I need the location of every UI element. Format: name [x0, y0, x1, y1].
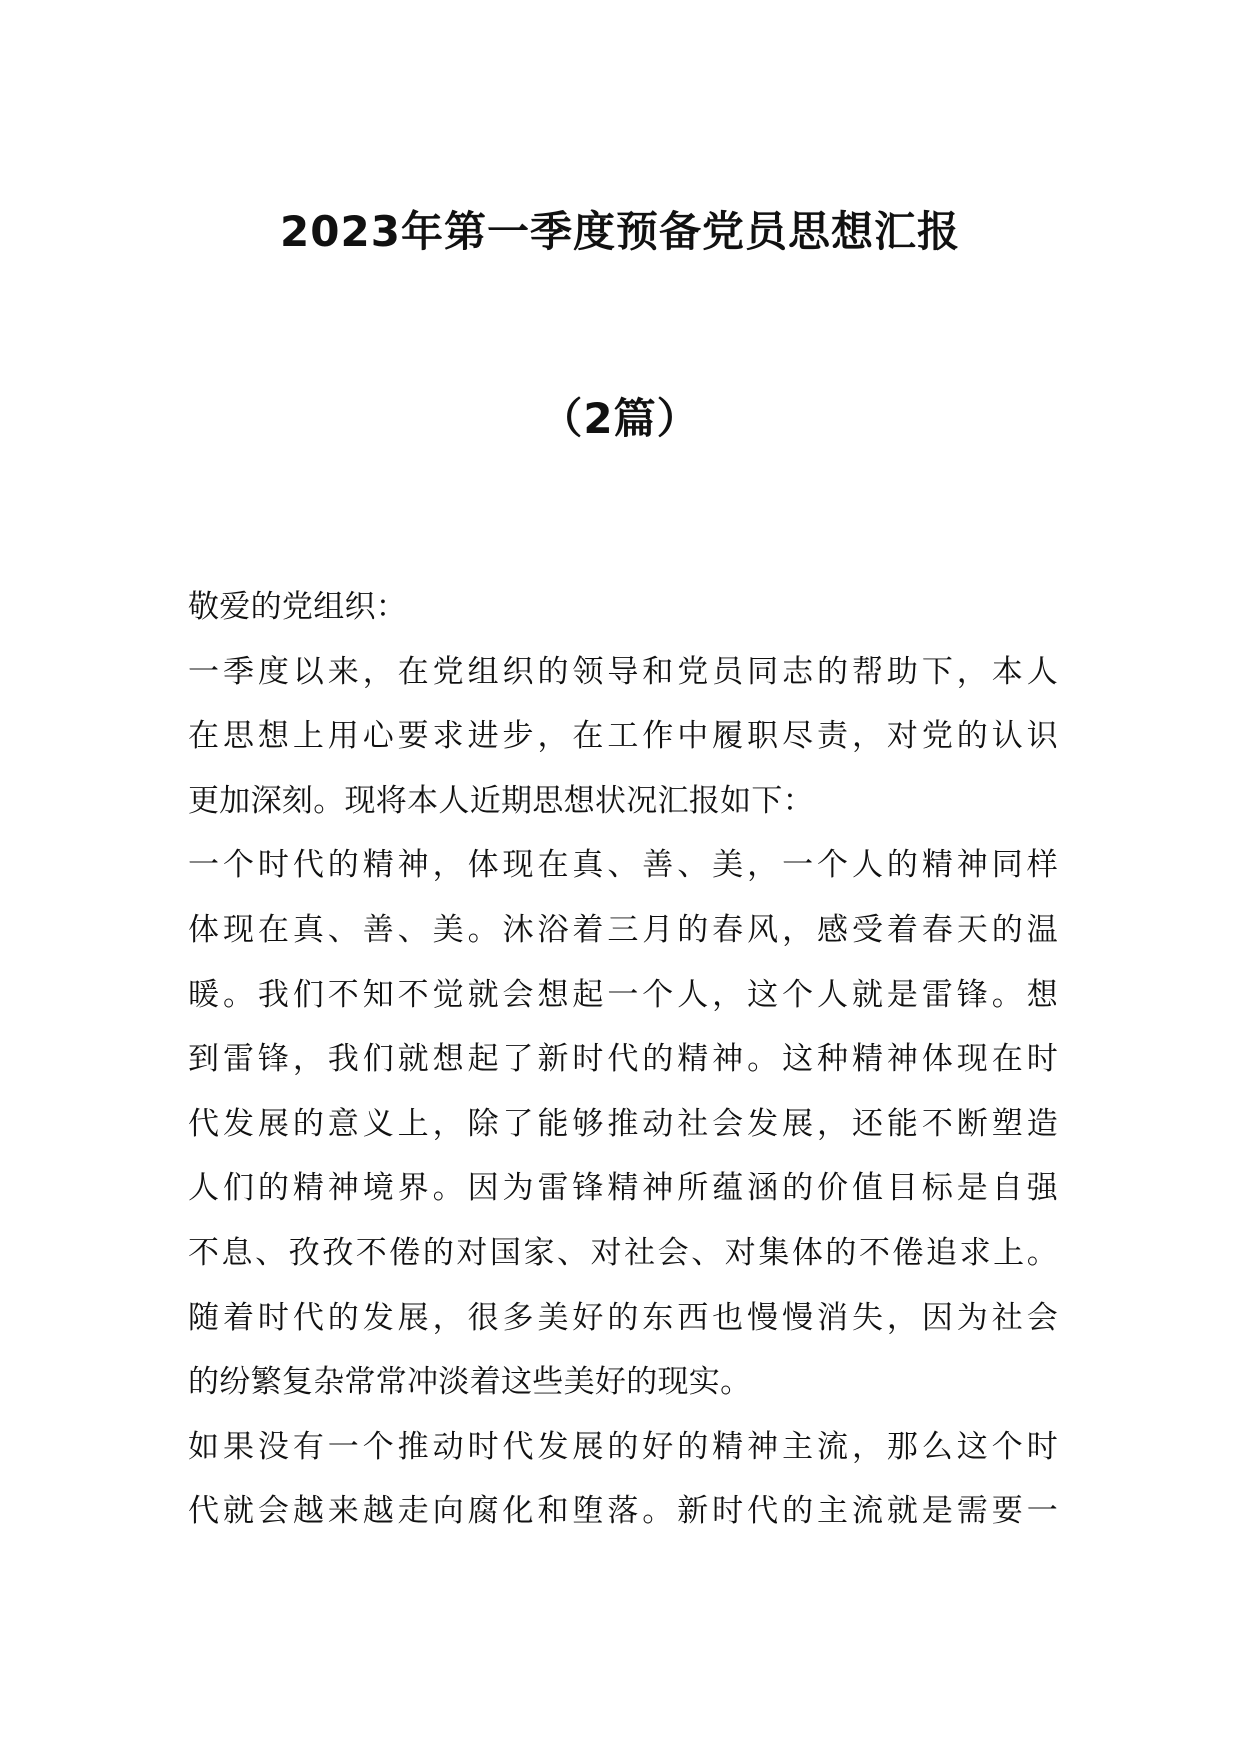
body-line: 在思想上用心要求进步，在工作中履职尽责，对党的认识 [188, 718, 1058, 755]
body-line: 一季度以来，在党组织的领导和党员同志的帮助下，本人 [188, 653, 1058, 690]
body-line: 如果没有一个推动时代发展的好的精神主流，那么这个时 [188, 1428, 1058, 1465]
body-line: 不息、孜孜不倦的对国家、对社会、对集体的不倦追求上。 [188, 1234, 1058, 1271]
body-line: 体现在真、善、美。沐浴着三月的春风，感受着春天的温 [188, 911, 1058, 948]
body-line: 人们的精神境界。因为雷锋精神所蕴涵的价值目标是自强 [188, 1170, 1058, 1207]
body-line: 代发展的意义上，除了能够推动社会发展，还能不断塑造 [188, 1105, 1058, 1142]
body-line: 随着时代的发展，很多美好的东西也慢慢消失，因为社会 [188, 1299, 1058, 1336]
salutation-line: 敬爱的党组织： [188, 589, 408, 625]
body-line: 的纷繁复杂常常冲淡着这些美好的现实。 [188, 1364, 752, 1401]
body-line: 到雷锋，我们就想起了新时代的精神。这种精神体现在时 [188, 1041, 1058, 1078]
body-line: 代就会越来越走向腐化和堕落。新时代的主流就是需要一 [188, 1493, 1058, 1530]
body-line: 一个时代的精神，体现在真、善、美，一个人的精神同样 [188, 847, 1058, 884]
document-title: 2023年第一季度预备党员思想汇报 [280, 207, 960, 256]
document-body [188, 575, 1058, 1544]
body-line: 更加深刻。现将本人近期思想状况汇报如下： [188, 782, 814, 819]
document-subtitle: （2篇） [540, 394, 700, 443]
body-line: 暖。我们不知不觉就会想起一个人，这个人就是雷锋。想 [188, 976, 1058, 1013]
